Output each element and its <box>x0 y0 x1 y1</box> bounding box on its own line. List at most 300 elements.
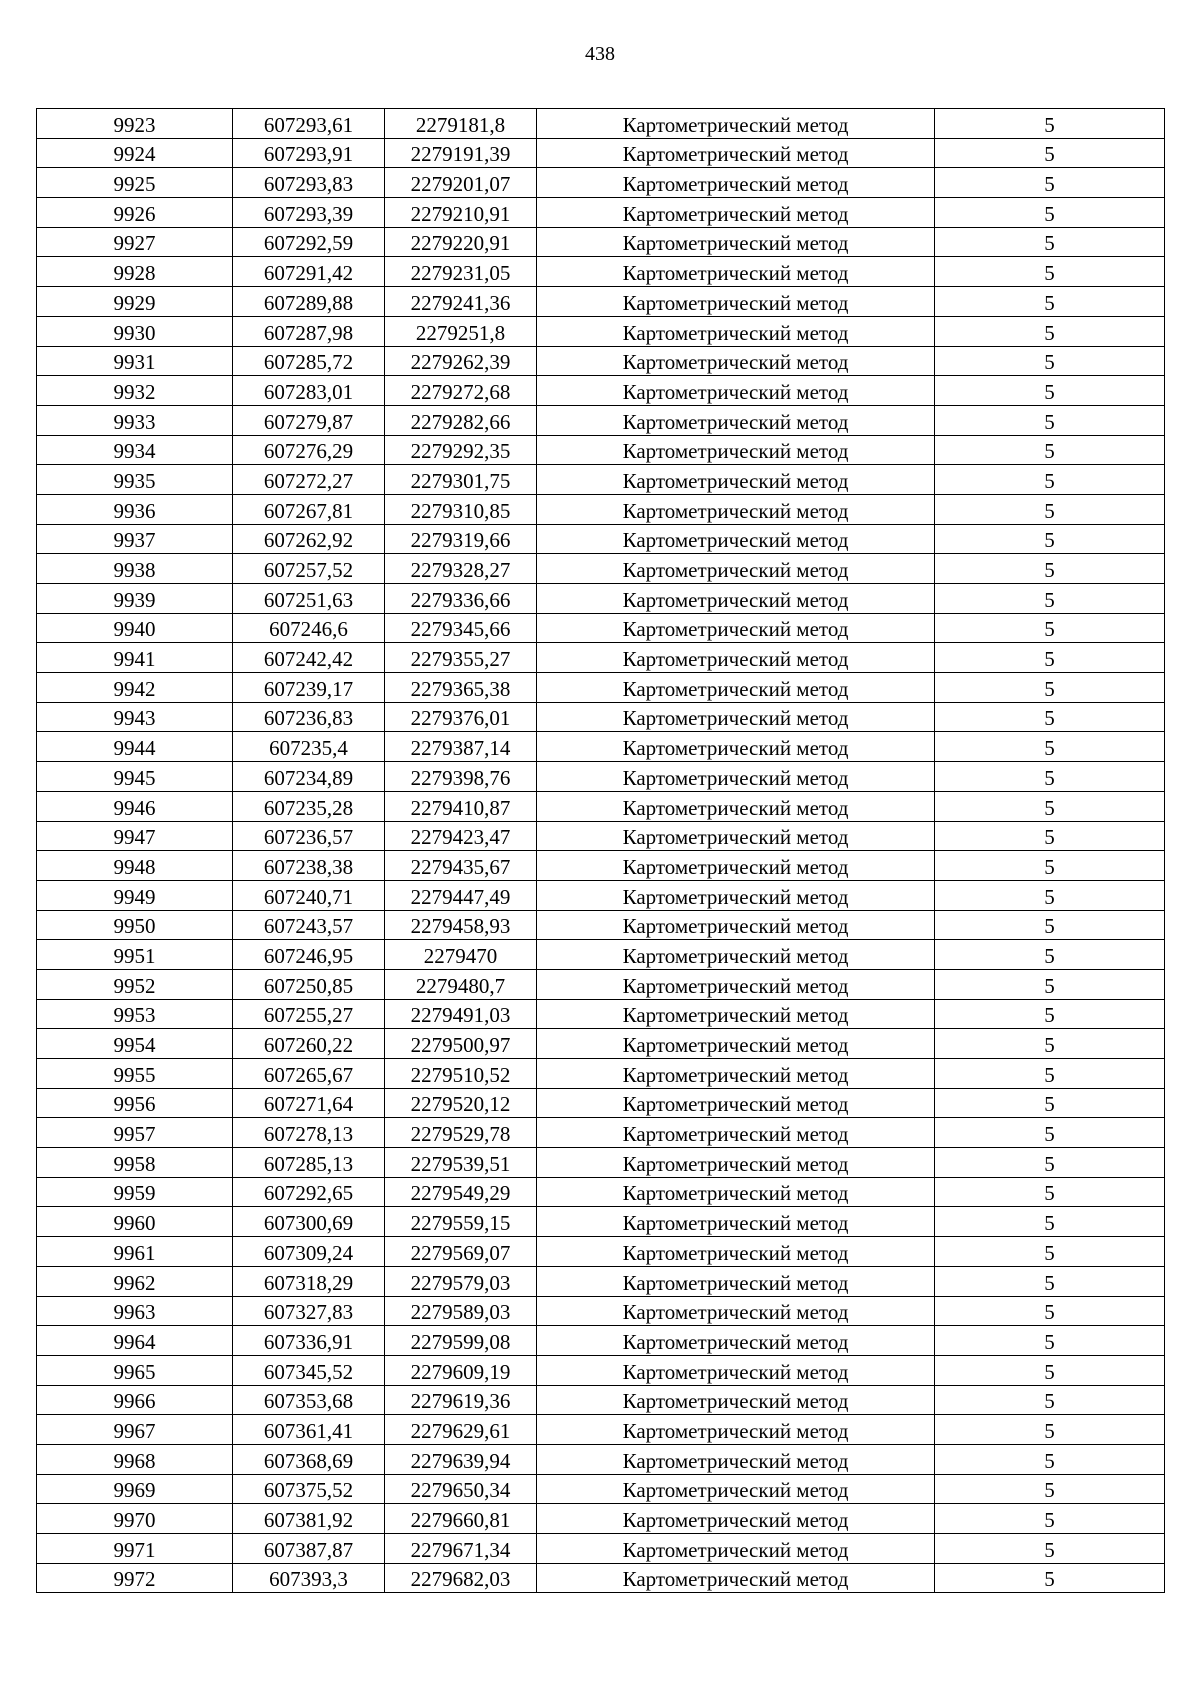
y-coordinate-cell: 2279510,52 <box>385 1059 537 1089</box>
method-cell: Картометрический метод <box>537 1296 935 1326</box>
x-coordinate-cell: 607278,13 <box>233 1118 385 1148</box>
table-row <box>37 227 1165 257</box>
table-row <box>37 1444 1165 1474</box>
y-coordinate-cell: 2279292,35 <box>385 435 537 465</box>
y-coordinate-cell: 2279241,36 <box>385 287 537 317</box>
x-coordinate-cell: 607353,68 <box>233 1385 385 1415</box>
table-row <box>37 405 1165 435</box>
point-number-cell: 9925 <box>37 168 233 198</box>
accuracy-cell: 5 <box>935 494 1165 524</box>
point-number-cell: 9953 <box>37 999 233 1029</box>
x-coordinate-cell: 607246,95 <box>233 940 385 970</box>
accuracy-cell: 5 <box>935 1444 1165 1474</box>
x-coordinate-cell: 607255,27 <box>233 999 385 1029</box>
accuracy-cell: 5 <box>935 287 1165 317</box>
point-number-cell: 9972 <box>37 1563 233 1593</box>
table-row <box>37 435 1165 465</box>
x-coordinate-cell: 607368,69 <box>233 1444 385 1474</box>
method-cell: Картометрический метод <box>537 465 935 495</box>
point-number-cell: 9942 <box>37 673 233 703</box>
method-cell: Картометрический метод <box>537 1326 935 1356</box>
accuracy-cell: 5 <box>935 1266 1165 1296</box>
y-coordinate-cell: 2279589,03 <box>385 1296 537 1326</box>
method-cell: Картометрический метод <box>537 880 935 910</box>
x-coordinate-cell: 607265,67 <box>233 1059 385 1089</box>
y-coordinate-cell: 2279629,61 <box>385 1415 537 1445</box>
x-coordinate-cell: 607293,61 <box>233 109 385 139</box>
table-row <box>37 940 1165 970</box>
x-coordinate-cell: 607271,64 <box>233 1088 385 1118</box>
method-cell: Картометрический метод <box>537 732 935 762</box>
accuracy-cell: 5 <box>935 821 1165 851</box>
table-row <box>37 1148 1165 1178</box>
y-coordinate-cell: 2279220,91 <box>385 227 537 257</box>
x-coordinate-cell: 607291,42 <box>233 257 385 287</box>
y-coordinate-cell: 2279376,01 <box>385 702 537 732</box>
method-cell: Картометрический метод <box>537 1415 935 1445</box>
accuracy-cell: 5 <box>935 1504 1165 1534</box>
y-coordinate-cell: 2279458,93 <box>385 910 537 940</box>
x-coordinate-cell: 607289,88 <box>233 287 385 317</box>
y-coordinate-cell: 2279301,75 <box>385 465 537 495</box>
point-number-cell: 9947 <box>37 821 233 851</box>
accuracy-cell: 5 <box>935 1029 1165 1059</box>
x-coordinate-cell: 607262,92 <box>233 524 385 554</box>
method-cell: Картометрический метод <box>537 1088 935 1118</box>
table-row <box>37 465 1165 495</box>
table-row <box>37 613 1165 643</box>
method-cell: Картометрический метод <box>537 643 935 673</box>
x-coordinate-cell: 607387,87 <box>233 1534 385 1564</box>
accuracy-cell: 5 <box>935 1326 1165 1356</box>
accuracy-cell: 5 <box>935 613 1165 643</box>
point-number-cell: 9956 <box>37 1088 233 1118</box>
method-cell: Картометрический метод <box>537 435 935 465</box>
y-coordinate-cell: 2279520,12 <box>385 1088 537 1118</box>
table-row <box>37 643 1165 673</box>
point-number-cell: 9940 <box>37 613 233 643</box>
table-row <box>37 376 1165 406</box>
point-number-cell: 9960 <box>37 1207 233 1237</box>
x-coordinate-cell: 607300,69 <box>233 1207 385 1237</box>
method-cell: Картометрический метод <box>537 1474 935 1504</box>
y-coordinate-cell: 2279345,66 <box>385 613 537 643</box>
method-cell: Картометрический метод <box>537 791 935 821</box>
accuracy-cell: 5 <box>935 198 1165 228</box>
x-coordinate-cell: 607293,39 <box>233 198 385 228</box>
method-cell: Картометрический метод <box>537 524 935 554</box>
x-coordinate-cell: 607293,91 <box>233 138 385 168</box>
x-coordinate-cell: 607250,85 <box>233 969 385 999</box>
accuracy-cell: 5 <box>935 524 1165 554</box>
accuracy-cell: 5 <box>935 1118 1165 1148</box>
table-row <box>37 109 1165 139</box>
table-row <box>37 1355 1165 1385</box>
accuracy-cell: 5 <box>935 346 1165 376</box>
accuracy-cell: 5 <box>935 405 1165 435</box>
accuracy-cell: 5 <box>935 227 1165 257</box>
method-cell: Картометрический метод <box>537 287 935 317</box>
y-coordinate-cell: 2279262,39 <box>385 346 537 376</box>
point-number-cell: 9935 <box>37 465 233 495</box>
x-coordinate-cell: 607267,81 <box>233 494 385 524</box>
coordinates-table <box>36 108 1165 1593</box>
x-coordinate-cell: 607260,22 <box>233 1029 385 1059</box>
point-number-cell: 9928 <box>37 257 233 287</box>
y-coordinate-cell: 2279251,8 <box>385 316 537 346</box>
y-coordinate-cell: 2279336,66 <box>385 584 537 614</box>
accuracy-cell: 5 <box>935 762 1165 792</box>
accuracy-cell: 5 <box>935 969 1165 999</box>
accuracy-cell: 5 <box>935 316 1165 346</box>
method-cell: Картометрический метод <box>537 762 935 792</box>
table-row <box>37 1534 1165 1564</box>
x-coordinate-cell: 607243,57 <box>233 910 385 940</box>
table-row <box>37 1088 1165 1118</box>
table-row <box>37 1326 1165 1356</box>
y-coordinate-cell: 2279201,07 <box>385 168 537 198</box>
point-number-cell: 9927 <box>37 227 233 257</box>
x-coordinate-cell: 607276,29 <box>233 435 385 465</box>
accuracy-cell: 5 <box>935 1059 1165 1089</box>
y-coordinate-cell: 2279328,27 <box>385 554 537 584</box>
point-number-cell: 9951 <box>37 940 233 970</box>
table-row <box>37 851 1165 881</box>
table-row <box>37 287 1165 317</box>
method-cell: Картометрический метод <box>537 1237 935 1267</box>
x-coordinate-cell: 607292,65 <box>233 1177 385 1207</box>
coordinates-table-body <box>37 109 1165 1593</box>
table-row <box>37 584 1165 614</box>
method-cell: Картометрический метод <box>537 109 935 139</box>
point-number-cell: 9930 <box>37 316 233 346</box>
x-coordinate-cell: 607246,6 <box>233 613 385 643</box>
table-row <box>37 1296 1165 1326</box>
method-cell: Картометрический метод <box>537 494 935 524</box>
point-number-cell: 9967 <box>37 1415 233 1445</box>
table-row <box>37 1385 1165 1415</box>
y-coordinate-cell: 2279410,87 <box>385 791 537 821</box>
method-cell: Картометрический метод <box>537 198 935 228</box>
y-coordinate-cell: 2279210,91 <box>385 198 537 228</box>
y-coordinate-cell: 2279480,7 <box>385 969 537 999</box>
x-coordinate-cell: 607240,71 <box>233 880 385 910</box>
point-number-cell: 9932 <box>37 376 233 406</box>
accuracy-cell: 5 <box>935 465 1165 495</box>
accuracy-cell: 5 <box>935 168 1165 198</box>
accuracy-cell: 5 <box>935 376 1165 406</box>
point-number-cell: 9965 <box>37 1355 233 1385</box>
method-cell: Картометрический метод <box>537 1029 935 1059</box>
table-row <box>37 1059 1165 1089</box>
y-coordinate-cell: 2279682,03 <box>385 1563 537 1593</box>
x-coordinate-cell: 607238,38 <box>233 851 385 881</box>
point-number-cell: 9971 <box>37 1534 233 1564</box>
table-row <box>37 1118 1165 1148</box>
point-number-cell: 9957 <box>37 1118 233 1148</box>
accuracy-cell: 5 <box>935 732 1165 762</box>
table-row <box>37 791 1165 821</box>
method-cell: Картометрический метод <box>537 1563 935 1593</box>
x-coordinate-cell: 607242,42 <box>233 643 385 673</box>
method-cell: Картометрический метод <box>537 1355 935 1385</box>
point-number-cell: 9929 <box>37 287 233 317</box>
x-coordinate-cell: 607345,52 <box>233 1355 385 1385</box>
table-row <box>37 673 1165 703</box>
point-number-cell: 9969 <box>37 1474 233 1504</box>
y-coordinate-cell: 2279387,14 <box>385 732 537 762</box>
y-coordinate-cell: 2279539,51 <box>385 1148 537 1178</box>
method-cell: Картометрический метод <box>537 673 935 703</box>
method-cell: Картометрический метод <box>537 969 935 999</box>
x-coordinate-cell: 607287,98 <box>233 316 385 346</box>
table-row <box>37 257 1165 287</box>
x-coordinate-cell: 607285,13 <box>233 1148 385 1178</box>
accuracy-cell: 5 <box>935 673 1165 703</box>
point-number-cell: 9970 <box>37 1504 233 1534</box>
point-number-cell: 9964 <box>37 1326 233 1356</box>
y-coordinate-cell: 2279423,47 <box>385 821 537 851</box>
accuracy-cell: 5 <box>935 1415 1165 1445</box>
x-coordinate-cell: 607236,83 <box>233 702 385 732</box>
table-row <box>37 554 1165 584</box>
method-cell: Картометрический метод <box>537 1118 935 1148</box>
point-number-cell: 9949 <box>37 880 233 910</box>
table-row <box>37 168 1165 198</box>
point-number-cell: 9966 <box>37 1385 233 1415</box>
point-number-cell: 9968 <box>37 1444 233 1474</box>
method-cell: Картометрический метод <box>537 316 935 346</box>
point-number-cell: 9933 <box>37 405 233 435</box>
point-number-cell: 9950 <box>37 910 233 940</box>
method-cell: Картометрический метод <box>537 1207 935 1237</box>
point-number-cell: 9939 <box>37 584 233 614</box>
accuracy-cell: 5 <box>935 880 1165 910</box>
point-number-cell: 9958 <box>37 1148 233 1178</box>
point-number-cell: 9946 <box>37 791 233 821</box>
point-number-cell: 9963 <box>37 1296 233 1326</box>
x-coordinate-cell: 607236,57 <box>233 821 385 851</box>
table-row <box>37 1237 1165 1267</box>
y-coordinate-cell: 2279231,05 <box>385 257 537 287</box>
accuracy-cell: 5 <box>935 257 1165 287</box>
point-number-cell: 9944 <box>37 732 233 762</box>
accuracy-cell: 5 <box>935 1534 1165 1564</box>
table-row <box>37 494 1165 524</box>
y-coordinate-cell: 2279191,39 <box>385 138 537 168</box>
point-number-cell: 9923 <box>37 109 233 139</box>
method-cell: Картометрический метод <box>537 1385 935 1415</box>
method-cell: Картометрический метод <box>537 584 935 614</box>
accuracy-cell: 5 <box>935 1355 1165 1385</box>
method-cell: Картометрический метод <box>537 554 935 584</box>
table-row <box>37 1207 1165 1237</box>
method-cell: Картометрический метод <box>537 1177 935 1207</box>
accuracy-cell: 5 <box>935 554 1165 584</box>
point-number-cell: 9962 <box>37 1266 233 1296</box>
accuracy-cell: 5 <box>935 1296 1165 1326</box>
x-coordinate-cell: 607327,83 <box>233 1296 385 1326</box>
accuracy-cell: 5 <box>935 1474 1165 1504</box>
y-coordinate-cell: 2279319,66 <box>385 524 537 554</box>
table-row <box>37 1563 1165 1593</box>
accuracy-cell: 5 <box>935 851 1165 881</box>
y-coordinate-cell: 2279619,36 <box>385 1385 537 1415</box>
method-cell: Картометрический метод <box>537 376 935 406</box>
table-row <box>37 1474 1165 1504</box>
accuracy-cell: 5 <box>935 702 1165 732</box>
y-coordinate-cell: 2279447,49 <box>385 880 537 910</box>
method-cell: Картометрический метод <box>537 168 935 198</box>
y-coordinate-cell: 2279609,19 <box>385 1355 537 1385</box>
y-coordinate-cell: 2279272,68 <box>385 376 537 406</box>
x-coordinate-cell: 607279,87 <box>233 405 385 435</box>
method-cell: Картометрический метод <box>537 910 935 940</box>
point-number-cell: 9952 <box>37 969 233 999</box>
y-coordinate-cell: 2279491,03 <box>385 999 537 1029</box>
y-coordinate-cell: 2279365,38 <box>385 673 537 703</box>
method-cell: Картометрический метод <box>537 1444 935 1474</box>
x-coordinate-cell: 607393,3 <box>233 1563 385 1593</box>
table-row <box>37 316 1165 346</box>
x-coordinate-cell: 607272,27 <box>233 465 385 495</box>
accuracy-cell: 5 <box>935 1207 1165 1237</box>
method-cell: Картометрический метод <box>537 138 935 168</box>
point-number-cell: 9941 <box>37 643 233 673</box>
table-row <box>37 702 1165 732</box>
table-row <box>37 821 1165 851</box>
method-cell: Картометрический метод <box>537 821 935 851</box>
table-row <box>37 346 1165 376</box>
accuracy-cell: 5 <box>935 643 1165 673</box>
point-number-cell: 9955 <box>37 1059 233 1089</box>
x-coordinate-cell: 607235,4 <box>233 732 385 762</box>
method-cell: Картометрический метод <box>537 999 935 1029</box>
accuracy-cell: 5 <box>935 584 1165 614</box>
point-number-cell: 9937 <box>37 524 233 554</box>
y-coordinate-cell: 2279435,67 <box>385 851 537 881</box>
method-cell: Картометрический метод <box>537 227 935 257</box>
table-row <box>37 1415 1165 1445</box>
table-row <box>37 910 1165 940</box>
accuracy-cell: 5 <box>935 435 1165 465</box>
accuracy-cell: 5 <box>935 940 1165 970</box>
point-number-cell: 9959 <box>37 1177 233 1207</box>
accuracy-cell: 5 <box>935 1148 1165 1178</box>
x-coordinate-cell: 607257,52 <box>233 554 385 584</box>
table-row <box>37 762 1165 792</box>
accuracy-cell: 5 <box>935 1563 1165 1593</box>
accuracy-cell: 5 <box>935 109 1165 139</box>
y-coordinate-cell: 2279599,08 <box>385 1326 537 1356</box>
table-row <box>37 1266 1165 1296</box>
point-number-cell: 9945 <box>37 762 233 792</box>
point-number-cell: 9961 <box>37 1237 233 1267</box>
x-coordinate-cell: 607285,72 <box>233 346 385 376</box>
x-coordinate-cell: 607361,41 <box>233 1415 385 1445</box>
point-number-cell: 9943 <box>37 702 233 732</box>
accuracy-cell: 5 <box>935 1385 1165 1415</box>
y-coordinate-cell: 2279650,34 <box>385 1474 537 1504</box>
method-cell: Картометрический метод <box>537 1266 935 1296</box>
point-number-cell: 9948 <box>37 851 233 881</box>
method-cell: Картометрический метод <box>537 851 935 881</box>
y-coordinate-cell: 2279500,97 <box>385 1029 537 1059</box>
table-row <box>37 198 1165 228</box>
x-coordinate-cell: 607309,24 <box>233 1237 385 1267</box>
accuracy-cell: 5 <box>935 999 1165 1029</box>
x-coordinate-cell: 607375,52 <box>233 1474 385 1504</box>
y-coordinate-cell: 2279310,85 <box>385 494 537 524</box>
table-row <box>37 1177 1165 1207</box>
x-coordinate-cell: 607292,59 <box>233 227 385 257</box>
table-row <box>37 969 1165 999</box>
point-number-cell: 9936 <box>37 494 233 524</box>
y-coordinate-cell: 2279398,76 <box>385 762 537 792</box>
table-row <box>37 1029 1165 1059</box>
y-coordinate-cell: 2279549,29 <box>385 1177 537 1207</box>
y-coordinate-cell: 2279559,15 <box>385 1207 537 1237</box>
method-cell: Картометрический метод <box>537 702 935 732</box>
x-coordinate-cell: 607234,89 <box>233 762 385 792</box>
x-coordinate-cell: 607318,29 <box>233 1266 385 1296</box>
page-number: 438 <box>585 43 615 65</box>
accuracy-cell: 5 <box>935 138 1165 168</box>
method-cell: Картометрический метод <box>537 346 935 376</box>
x-coordinate-cell: 607283,01 <box>233 376 385 406</box>
method-cell: Картометрический метод <box>537 405 935 435</box>
point-number-cell: 9934 <box>37 435 233 465</box>
point-number-cell: 9926 <box>37 198 233 228</box>
table-row <box>37 732 1165 762</box>
accuracy-cell: 5 <box>935 791 1165 821</box>
x-coordinate-cell: 607336,91 <box>233 1326 385 1356</box>
point-number-cell: 9924 <box>37 138 233 168</box>
point-number-cell: 9938 <box>37 554 233 584</box>
point-number-cell: 9954 <box>37 1029 233 1059</box>
y-coordinate-cell: 2279470 <box>385 940 537 970</box>
table-row <box>37 880 1165 910</box>
method-cell: Картометрический метод <box>537 940 935 970</box>
table-row <box>37 1504 1165 1534</box>
x-coordinate-cell: 607381,92 <box>233 1504 385 1534</box>
x-coordinate-cell: 607293,83 <box>233 168 385 198</box>
y-coordinate-cell: 2279355,27 <box>385 643 537 673</box>
x-coordinate-cell: 607251,63 <box>233 584 385 614</box>
x-coordinate-cell: 607239,17 <box>233 673 385 703</box>
y-coordinate-cell: 2279579,03 <box>385 1266 537 1296</box>
method-cell: Картометрический метод <box>537 613 935 643</box>
method-cell: Картометрический метод <box>537 1504 935 1534</box>
table-row <box>37 999 1165 1029</box>
method-cell: Картометрический метод <box>537 1059 935 1089</box>
y-coordinate-cell: 2279569,07 <box>385 1237 537 1267</box>
x-coordinate-cell: 607235,28 <box>233 791 385 821</box>
method-cell: Картометрический метод <box>537 257 935 287</box>
table-row <box>37 524 1165 554</box>
y-coordinate-cell: 2279671,34 <box>385 1534 537 1564</box>
point-number-cell: 9931 <box>37 346 233 376</box>
y-coordinate-cell: 2279660,81 <box>385 1504 537 1534</box>
accuracy-cell: 5 <box>935 1088 1165 1118</box>
method-cell: Картометрический метод <box>537 1534 935 1564</box>
accuracy-cell: 5 <box>935 1177 1165 1207</box>
y-coordinate-cell: 2279181,8 <box>385 109 537 139</box>
y-coordinate-cell: 2279282,66 <box>385 405 537 435</box>
accuracy-cell: 5 <box>935 910 1165 940</box>
table-row <box>37 138 1165 168</box>
method-cell: Картометрический метод <box>537 1148 935 1178</box>
